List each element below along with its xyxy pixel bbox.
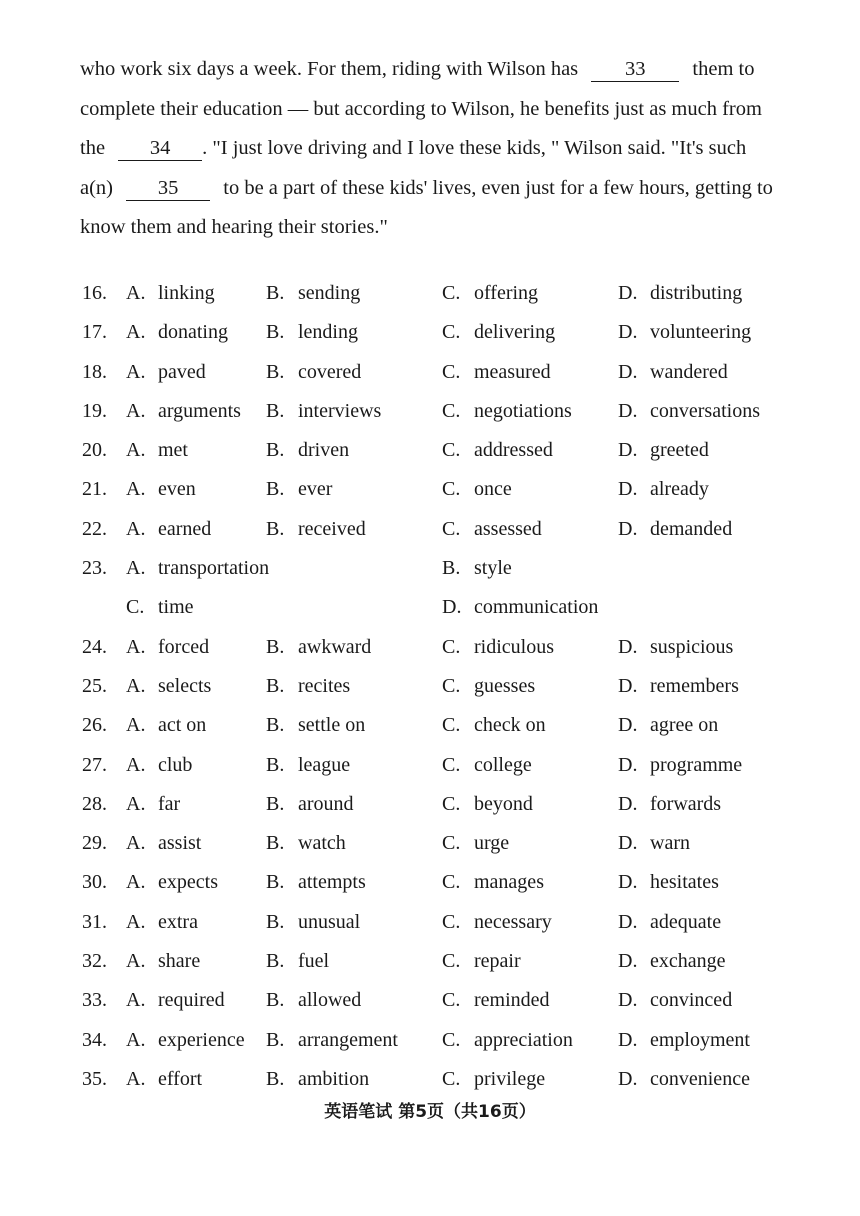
option-c [442,828,509,858]
option-text: ever [298,478,333,501]
passage-line-3 [80,129,780,169]
question-number: 27. [82,753,107,776]
option-a [126,278,215,308]
passage-line-2: complete their education — but according to Wilson, he benefits just as much from [80,97,762,120]
option-letter: C. [442,399,461,422]
option-letter: D. [618,871,638,894]
option-a [126,474,196,504]
option-d [618,357,728,387]
option-a [126,396,241,426]
option-b [266,907,360,937]
option-letter: B. [266,714,285,737]
option-d [618,1064,750,1094]
option-text: interviews [298,399,382,422]
option-text: ambition [298,1067,370,1090]
option-b [266,514,366,544]
option-letter: B. [266,753,285,776]
option-letter: B. [266,282,285,304]
option-letter: D. [618,360,638,383]
option-letter: B. [266,321,285,344]
option-text: style [474,557,512,580]
option-text: repair [474,950,521,973]
option-text: selects [158,674,212,697]
option-letter: C. [442,635,461,658]
option-text: awkward [298,635,372,658]
option-letter: D. [618,910,638,933]
option-text: suspicious [650,635,734,658]
option-a [126,1064,202,1094]
option-text: forced [158,635,210,658]
question-row [82,710,802,749]
question-number: 18. [82,360,107,383]
option-letter: D. [618,517,638,540]
passage-text: a(n) [80,176,114,199]
option-text: share [158,950,201,973]
option-text: urge [474,832,510,855]
option-a [126,435,188,465]
option-letter: B. [266,989,285,1012]
reading-passage [80,50,780,248]
option-letter: C. [442,360,461,383]
option-d [618,750,742,780]
option-c [442,435,553,465]
option-c [442,946,521,976]
question-row [82,867,802,906]
option-text: donating [158,321,228,344]
option-letter: B. [442,557,461,580]
option-text: received [298,517,366,540]
option-letter: A. [126,950,146,973]
option-text: unusual [298,910,361,933]
option-letter: C. [442,871,461,894]
passage-text: them to [692,58,755,80]
option-letter: D. [618,1028,638,1051]
option-a [126,907,198,937]
option-text: arguments [158,399,241,422]
option-text: ridiculous [474,635,554,658]
question-row [82,396,802,435]
question-row [82,474,802,513]
option-letter: C. [442,439,461,462]
option-letter: B. [266,1028,285,1051]
option-d [618,671,739,701]
option-text: necessary [474,910,552,933]
option-c [442,474,512,504]
option-text: delivering [474,321,556,344]
option-text: convinced [650,989,733,1012]
passage-text: . "I just love driving and I love these kids, " Wilson said. "It's such [202,137,747,159]
question-number: 22. [82,517,107,540]
option-letter: D. [618,321,638,344]
option-d [442,592,598,622]
passage-line-4 [80,169,780,209]
question-options-list [82,278,802,1103]
option-letter: B. [266,517,285,540]
option-letter: B. [266,871,285,894]
option-c [126,592,194,622]
option-d [618,632,733,662]
option-d [618,317,751,347]
option-letter: B. [266,1067,285,1090]
option-text: covered [298,360,362,383]
question-row [82,632,802,671]
option-letter: D. [618,832,638,855]
option-text: fuel [298,950,330,973]
option-letter: A. [126,753,146,776]
option-text: already [650,478,709,501]
page-footer: 英语笔试 第5页（共16页） [324,1102,536,1122]
question-number: 31. [82,910,107,933]
option-b [266,1064,369,1094]
question-row [82,750,802,789]
option-text: recites [298,674,351,697]
question-number: 32. [82,950,107,973]
option-letter: D. [618,1067,638,1090]
option-c [442,750,532,780]
option-letter: A. [126,1028,146,1051]
option-a [126,985,225,1015]
option-letter: C. [442,989,461,1012]
option-d [618,435,709,465]
option-a [126,828,201,858]
option-b [266,474,332,504]
option-d [618,710,718,740]
question-row [82,1025,802,1064]
option-text: linking [158,282,215,304]
question-number: 29. [82,832,107,855]
option-letter: C. [442,674,461,697]
option-text: expects [158,871,218,894]
option-a [126,946,200,976]
option-text: appreciation [474,1028,573,1051]
option-a [126,632,209,662]
option-d [618,278,742,308]
option-letter: A. [126,871,146,894]
option-text: earned [158,517,212,540]
option-b [266,710,365,740]
option-text: distributing [650,282,743,304]
option-letter: C. [442,1067,461,1090]
option-letter: D. [618,714,638,737]
option-d [618,789,721,819]
question-number: 28. [82,792,107,815]
question-row [82,671,802,710]
question-row [82,357,802,396]
option-text: hesitates [650,871,719,894]
option-letter: D. [618,439,638,462]
option-c [442,1064,545,1094]
option-letter: B. [266,360,285,383]
option-b [266,1025,398,1055]
option-d [618,985,732,1015]
option-b [266,671,350,701]
option-d [618,946,726,976]
option-d [618,1025,750,1055]
option-letter: B. [266,910,285,933]
option-letter: D. [618,635,638,658]
option-text: employment [650,1028,750,1051]
option-text: around [298,792,354,815]
option-text: guesses [474,674,536,697]
option-text: communication [474,596,599,619]
option-b [266,278,360,308]
option-text: privilege [474,1067,546,1090]
option-letter: C. [442,832,461,855]
option-b [266,946,329,976]
option-text: extra [158,910,198,933]
option-letter: A. [126,517,146,540]
option-c [442,867,544,897]
question-number: 21. [82,478,107,501]
option-c [442,1025,573,1055]
option-letter: B. [266,674,285,697]
blank-33: 33 [591,57,679,82]
option-text: negotiations [474,399,572,422]
option-text: club [158,753,193,776]
option-b [266,789,354,819]
option-text: conversations [650,399,760,422]
option-letter: A. [126,360,146,383]
option-text: required [158,989,225,1012]
question-row [82,789,802,828]
option-text: experience [158,1028,245,1051]
option-letter: B. [266,950,285,973]
option-text: far [158,792,181,815]
option-text: act on [158,714,207,737]
option-text: effort [158,1067,203,1090]
option-text: arrangement [298,1028,398,1051]
passage-line-5: know them and hearing their stories." [80,216,388,238]
option-letter: A. [126,478,146,501]
option-b [266,867,366,897]
option-text: check on [474,714,546,737]
option-text: agree on [650,714,719,737]
option-letter: B. [266,832,285,855]
option-letter: A. [126,792,146,815]
option-c [442,671,535,701]
question-number: 20. [82,439,107,462]
option-text: wandered [650,360,728,383]
question-number: 34. [82,1028,107,1051]
option-letter: D. [618,792,638,815]
option-d [618,907,721,937]
question-row [82,317,802,356]
option-letter: C. [126,596,145,619]
option-text: volunteering [650,321,752,344]
option-text: convenience [650,1067,750,1090]
passage-text: the [80,137,106,159]
question-number: 23. [82,557,107,580]
option-letter: B. [266,439,285,462]
option-letter: D. [618,989,638,1012]
option-text: assessed [474,517,542,540]
option-letter: D. [442,596,462,619]
option-letter: D. [618,478,638,501]
option-text: transportation [158,557,270,580]
passage-text: who work six days a week. For them, riding with Wilson has [80,58,579,80]
option-d [618,867,719,897]
option-letter: A. [126,439,146,462]
option-letter: A. [126,399,146,422]
option-a [126,750,192,780]
option-a [126,789,180,819]
option-letter: A. [126,674,146,697]
option-text: measured [474,360,551,383]
option-text: paved [158,360,206,383]
option-c [442,632,554,662]
question-row [82,435,802,474]
question-number: 26. [82,714,107,737]
question-row [82,907,802,946]
question-number: 30. [82,871,107,894]
option-text: addressed [474,439,553,462]
option-a [126,514,211,544]
option-a [126,317,228,347]
question-row [82,828,802,867]
option-c [442,278,538,308]
option-text: lending [298,321,358,344]
option-text: driven [298,439,350,462]
option-letter: B. [266,635,285,658]
question-number: 33. [82,989,107,1012]
option-a [126,1025,245,1055]
option-letter: B. [266,792,285,815]
option-letter: A. [126,557,146,580]
question-row [82,946,802,985]
option-text: watch [298,832,346,855]
option-letter: C. [442,753,461,776]
option-letter: A. [126,910,146,933]
option-text: forwards [650,792,722,815]
option-b [266,632,371,662]
option-c [442,396,572,426]
option-letter: D. [618,399,638,422]
option-letter: C. [442,792,461,815]
option-text: beyond [474,792,533,815]
option-text: adequate [650,910,722,933]
option-text: met [158,439,188,462]
option-a [126,710,206,740]
option-letter: C. [442,1028,461,1051]
option-text: assist [158,832,202,855]
question-number: 19. [82,399,107,422]
option-text: remembers [650,674,739,697]
question-number: 16. [82,282,107,304]
option-text: reminded [474,989,550,1012]
question-row [82,514,802,553]
option-c [442,514,542,544]
option-c [442,710,546,740]
option-b [266,317,358,347]
option-b [442,553,512,583]
option-letter: A. [126,832,146,855]
option-text: warn [650,832,690,855]
option-text: league [298,753,351,776]
option-letter: D. [618,674,638,697]
question-row [82,553,802,592]
option-text: programme [650,753,743,776]
option-c [442,985,550,1015]
option-a [126,553,269,583]
option-letter: A. [126,635,146,658]
option-text: allowed [298,989,362,1012]
option-a [126,357,206,387]
option-letter: C. [442,282,461,304]
option-letter: C. [442,950,461,973]
option-d [618,828,690,858]
question-number: 17. [82,321,107,344]
option-text: attempts [298,871,366,894]
option-text: even [158,478,196,501]
option-letter: D. [618,753,638,776]
option-letter: D. [618,282,638,304]
option-text: greeted [650,439,709,462]
option-a [126,867,218,897]
option-d [618,396,760,426]
option-text: exchange [650,950,726,973]
option-text: offering [474,282,539,304]
question-number: 25. [82,674,107,697]
option-text: settle on [298,714,366,737]
option-c [442,789,533,819]
question-row-continued [82,592,802,631]
option-text: manages [474,871,544,894]
option-b [266,828,346,858]
blank-34: 34 [118,136,202,161]
question-number: 24. [82,635,107,658]
option-letter: A. [126,989,146,1012]
option-a [126,671,211,701]
question-row [82,985,802,1024]
option-text: once [474,478,512,501]
option-b [266,985,361,1015]
option-d [618,514,732,544]
question-number: 35. [82,1067,107,1090]
option-b [266,435,349,465]
passage-line-1 [80,50,780,90]
option-letter: C. [442,478,461,501]
option-c [442,357,551,387]
option-c [442,317,555,347]
option-b [266,396,381,426]
option-text: time [158,596,194,619]
passage-text: to be a part of these kids' lives, even just for a few hours, getting to [223,176,773,199]
option-letter: D. [618,950,638,973]
option-letter: C. [442,714,461,737]
option-b [266,750,350,780]
option-letter: A. [126,714,146,737]
option-text: demanded [650,517,733,540]
option-letter: C. [442,517,461,540]
option-c [442,907,552,937]
option-text: sending [298,282,361,304]
option-text: college [474,753,532,776]
option-letter: B. [266,399,285,422]
option-letter: A. [126,282,146,304]
option-letter: B. [266,478,285,501]
option-letter: C. [442,910,461,933]
option-letter: C. [442,321,461,344]
blank-35: 35 [126,176,210,201]
option-letter: A. [126,321,146,344]
question-row [82,278,802,317]
option-d [618,474,709,504]
option-b [266,357,361,387]
option-letter: A. [126,1067,146,1090]
